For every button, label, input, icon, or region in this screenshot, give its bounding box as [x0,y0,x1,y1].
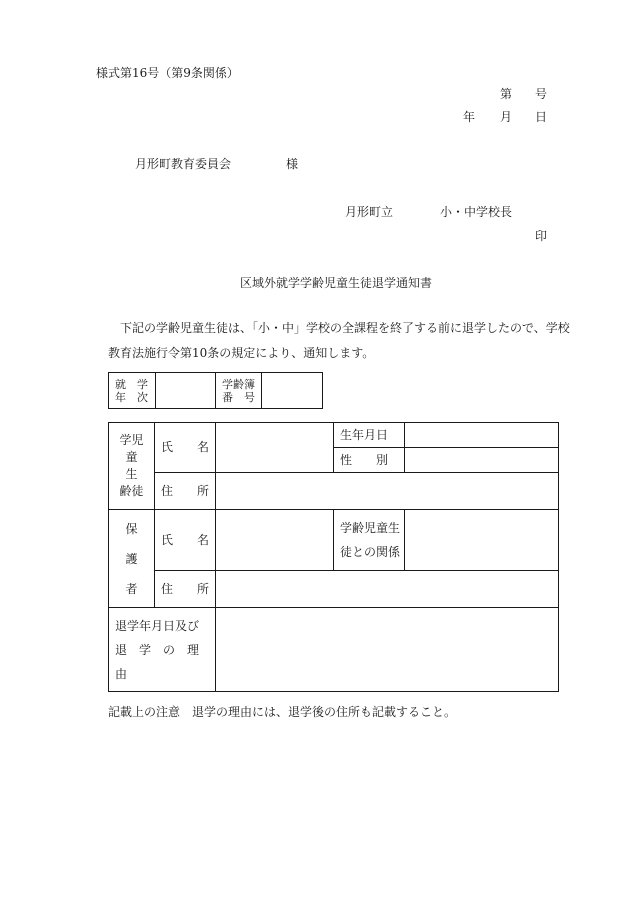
grade-register-table [108,372,323,409]
grade-label-cell: 就 学 年 次 [109,373,156,409]
date-year: 年 [463,110,476,124]
birthdate-label: 生年月日 [334,423,405,448]
reason-label: 退学年月日及び 退 学 の 理 由 [109,608,216,692]
grade-value-cell[interactable] [156,373,216,409]
guardian-address-label: 住 所 [155,571,216,608]
guardian-name-value[interactable] [216,510,334,571]
sex-value[interactable] [405,448,559,473]
body-line-2: 教育法施行令第10条の規定により、通知します。 [108,346,375,360]
student-info-table [108,422,559,692]
guardian-label-cell: 保 護 者 [109,510,155,608]
form-number: 様式第16号（第9条関係） [96,66,239,80]
addressee-honorific: 様 [286,157,299,171]
date-day: 日 [535,110,548,124]
reason-value[interactable] [216,608,559,692]
register-label-cell: 学齢簿 番 号 [216,373,262,409]
student-name-label: 氏 名 [155,423,216,473]
birthdate-value[interactable] [405,423,559,448]
student-name-value[interactable] [216,423,334,473]
register-value-cell[interactable] [262,373,323,409]
addressee-name: 月形町教育委員会 [135,157,232,171]
seal-mark: 印 [535,229,548,243]
sender-town: 月形町立 [345,205,394,219]
doc-number-dai: 第 [500,87,513,101]
student-address-label: 住 所 [155,473,216,510]
relation-value[interactable] [405,510,559,571]
date-month: 月 [500,110,513,124]
sender-school: 小・中学校長 [440,205,513,219]
student-label-cell: 学児 童 生 齢徒 [109,423,155,510]
note-text: 記載上の注意 退学の理由には、退学後の住所も記載すること。 [108,705,457,719]
body-line-1: 下記の学齢児童生徒は、「小・中」学校の全課程を終了する前に退学したので、学校 [120,321,570,335]
doc-number-go: 号 [535,87,548,101]
guardian-name-label: 氏 名 [155,510,216,571]
document-title: 区域外就学学齢児童生徒退学通知書 [240,276,433,290]
sex-label: 性 別 [334,448,405,473]
relation-label: 学齢児童生 徒との関係 [334,510,405,571]
guardian-address-value[interactable] [216,571,559,608]
student-address-value[interactable] [216,473,559,510]
